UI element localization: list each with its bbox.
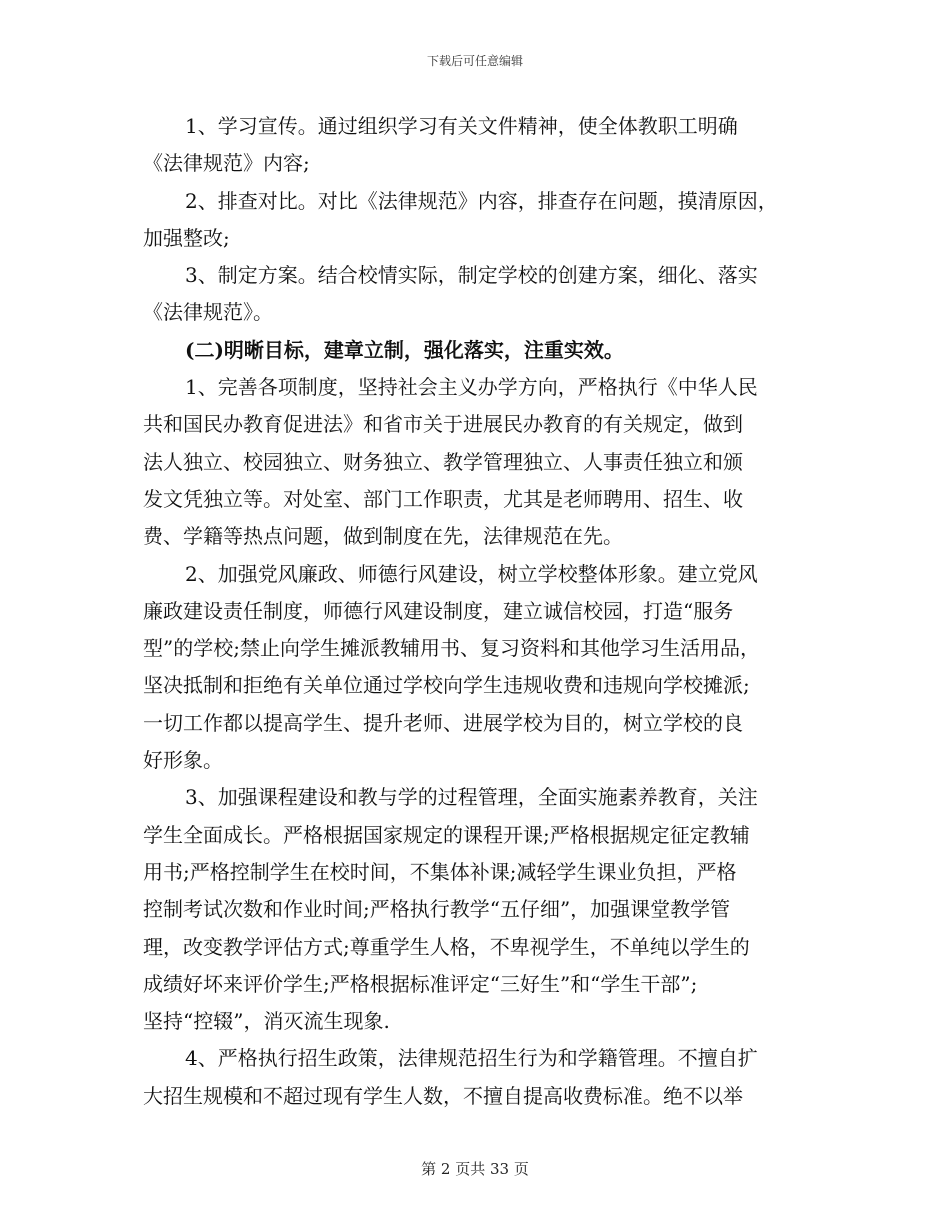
text-line: 学生全面成长。严格根据国家规定的课程开课;严格根据规定征定教辅 — [143, 822, 750, 847]
text-line: 4、严格执行招生政策，法律规范招生行为和学籍管理。不擅自扩 — [185, 1046, 758, 1071]
text-line: 1、学习宣传。通过组织学习有关文件精神，使全体教职工明确 — [185, 114, 738, 138]
text-line: 好形象。 — [143, 748, 223, 773]
text-line: 成绩好坏来评价学生;严格根据标准评定“三好生”和“学生干部”; — [143, 971, 698, 996]
text-line: 费、学籍等热点问题，做到制度在先，法律规范在先。 — [143, 524, 623, 549]
text-line: 坚决抵制和拒绝有关单位通过学校向学生违规收费和违规向学校摊派; — [143, 673, 750, 698]
page-header: 下载后可任意编辑 — [426, 54, 523, 68]
text-line: 3、加强课程建设和教与学的过程管理，全面实施素养教育，关注 — [185, 785, 758, 810]
text-line: 1、完善各项制度，坚持社会主义办学方向，严格执行《中华人民 — [185, 375, 758, 400]
text-line: 《法律规范》。 — [143, 300, 273, 325]
text-line: 发文凭独立等。对处室、部门工作职责，尤其是老师聘用、招生、收 — [143, 486, 743, 511]
text-line: 用书;严格控制学生在校时间，不集体补课;减轻学生课业负担，严格 — [143, 859, 737, 884]
text-line: 型”的学校;禁止向学生摊派教辅用书、复习资料和其他学习生活用品， — [143, 636, 760, 661]
text-line: 控制考试次数和作业时间;严格执行教学“五仔细”，加强课堂教学管 — [143, 897, 731, 922]
text-line: 加强整改; — [143, 225, 230, 250]
text-line: 大招生规模和不超过现有学生人数，不擅自提高收费标准。绝不以举 — [143, 1083, 743, 1108]
document-body — [143, 108, 818, 1115]
text-line: 理，改变教学评估方式;尊重学生人格，不卑视学生，不单纯以学生的 — [143, 934, 750, 959]
text-line: 3、制定方案。结合校情实际，制定学校的创建方案，细化、落实 — [185, 263, 758, 288]
page-footer: 第 2 页共 33 页 — [421, 1160, 529, 1178]
text-line: 廉政建设责任制度，师德行风建设制度，建立诚信校园，打造“服务 — [143, 598, 734, 623]
text-line: 《法律规范》内容; — [143, 151, 310, 176]
text-line: 2、加强党风廉政、师德行风建设，树立学校整体形象。建立党风 — [185, 561, 758, 586]
text-line: 2、排查对比。对比《法律规范》内容，排查存在问题，摸清原因， — [185, 188, 778, 213]
text-line: 一切工作都以提高学生、提升老师、进展学校为目的，树立学校的良 — [143, 710, 743, 735]
text-line: 共和国民办教育促进法》和省市关于进展民办教育的有关规定，做到 — [143, 412, 743, 437]
text-line: 法人独立、校园独立、财务独立、教学管理独立、人事责任独立和颁 — [143, 449, 743, 474]
section-heading: (二)明晰目标，建章立制，强化落实，注重实效。 — [185, 337, 624, 362]
text-line: 坚持“控辍”，消灭流生现象. — [143, 1009, 390, 1034]
